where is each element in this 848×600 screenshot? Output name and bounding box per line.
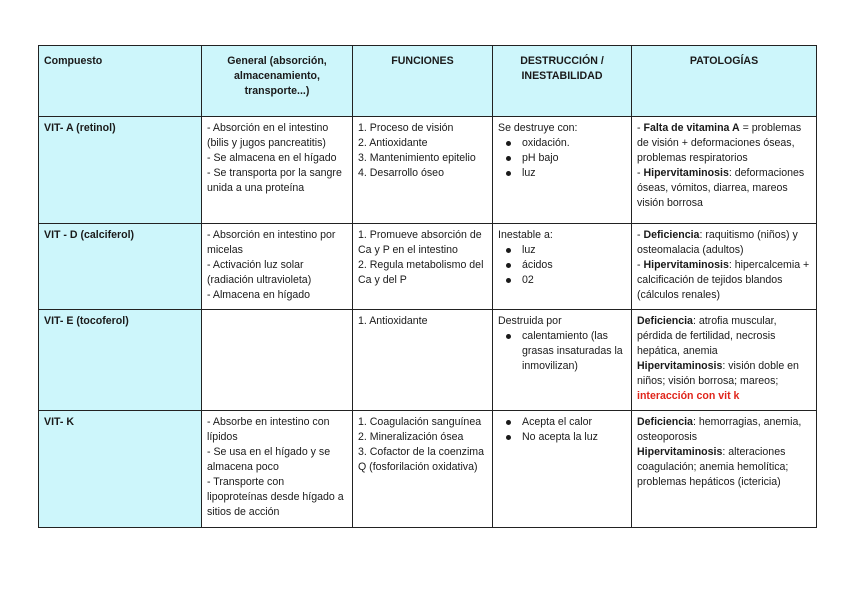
destruction-item: pH bajo — [522, 151, 626, 166]
pathology-label: Hipervitaminosis — [643, 167, 729, 179]
general-line: - Absorbe en intestino con lípidos — [207, 416, 330, 443]
pathology-entry — [637, 415, 811, 445]
destruction-item: Acepta el calor — [522, 415, 626, 430]
function-line: 1. Coagulación sanguínea — [358, 416, 482, 428]
pathology-label: Deficiencia — [637, 416, 693, 428]
general-line: - Activación luz solar (radiación ultravioleta) — [207, 259, 312, 286]
function-line: 2. Antioxidante — [358, 137, 428, 149]
general-line: - Absorción en el intestino (bilis y jugos pancreatitis) — [207, 122, 329, 149]
destruction-list — [498, 243, 626, 288]
pathologies-cell — [632, 310, 817, 411]
table-row — [39, 224, 817, 310]
function-line: 1. Proceso de visión — [358, 122, 454, 134]
destruction-list — [498, 415, 626, 445]
function-line: 3. Cofactor de la coenzima Q (fosforilación oxidativa) — [358, 446, 485, 473]
pathology-label: Hipervitaminosis — [637, 446, 723, 458]
destruction-list — [498, 329, 626, 374]
table-row — [39, 411, 817, 528]
pathology-label: Hipervitaminosis — [643, 259, 729, 271]
pathologies-cell — [632, 411, 817, 528]
destruction-intro: Se destruye con: — [498, 122, 578, 134]
compound-cell: VIT- E (tocoferol) — [39, 310, 202, 411]
pathology-text: : raquitismo (niños) y osteomalacia (adultos) — [637, 229, 798, 256]
compound-cell: VIT - D (calciferol) — [39, 224, 202, 310]
general-cell — [202, 224, 353, 310]
functions-cell — [353, 117, 493, 224]
compound-cell: VIT- A (retinol) — [39, 117, 202, 224]
destruction-item: No acepta la luz — [522, 430, 626, 445]
pathology-text: : visión doble en niños; visión borrosa; mareos; — [637, 360, 799, 387]
function-line: 4. Desarrollo óseo — [358, 167, 444, 179]
table-row — [39, 117, 817, 224]
pathology-prefix: - — [637, 167, 644, 179]
pathology-entry — [637, 359, 811, 389]
function-line: 1. Promueve absorción de Ca y P en el intestino — [358, 229, 482, 256]
destruction-cell — [493, 224, 632, 310]
destruction-item: luz — [522, 166, 626, 181]
general-cell — [202, 411, 353, 528]
destruction-cell — [493, 411, 632, 528]
pathologies-cell — [632, 117, 817, 224]
pathology-entry — [637, 314, 811, 359]
header-patologias: PATOLOGÍAS — [632, 46, 817, 117]
header-funciones: FUNCIONES — [353, 46, 493, 117]
table-header — [39, 46, 817, 117]
pathology-entry — [637, 166, 811, 211]
function-line: 2. Regula metabolismo del Ca y del P — [358, 259, 484, 286]
general-line: - Transporte con lipoproteínas desde hígado a sitios de acción — [207, 476, 344, 518]
pathology-prefix: - — [637, 229, 644, 241]
pathology-label: Hipervitaminosis — [637, 360, 723, 372]
pathology-entry — [637, 445, 811, 490]
destruction-item: calentamiento (las grasas insaturadas la inmovilizan) — [522, 329, 626, 374]
destruction-cell — [493, 117, 632, 224]
header-destruccion: DESTRUCCIÓN / INESTABILIDAD — [493, 46, 632, 117]
pathology-text: = problemas de visión + deformaciones óseas, problemas respiratorios — [637, 122, 802, 164]
functions-cell — [353, 411, 493, 528]
destruction-list — [498, 136, 626, 181]
header-general: General (absorción, almacenamiento, transporte...) — [202, 46, 353, 117]
pathology-note: interacción con vit k — [637, 390, 740, 402]
compound-cell: VIT- K — [39, 411, 202, 528]
destruction-cell — [493, 310, 632, 411]
pathology-text: : hipercalcemia + calcificación de tejidos blandos (cálculos renales) — [637, 259, 810, 301]
pathology-text: : deformaciones óseas, vómitos, diarrea, mareos visión borrosa — [637, 167, 805, 209]
pathology-entry — [637, 258, 811, 303]
pathology-prefix: - — [637, 259, 644, 271]
pathology-text: : hemorragias, anemia, osteoporosis — [637, 416, 802, 443]
destruction-intro: Inestable a: — [498, 229, 553, 241]
functions-cell — [353, 310, 493, 411]
header-compuesto: Compuesto — [39, 46, 202, 117]
general-line: - Se transporta por la sangre unida a una proteína — [207, 167, 342, 194]
general-cell — [202, 310, 353, 411]
destruction-item: oxidación. — [522, 136, 626, 151]
vitamin-table — [38, 45, 817, 528]
destruction-item: 02 — [522, 273, 626, 288]
function-line: 1. Antioxidante — [358, 315, 428, 327]
destruction-item: ácidos — [522, 258, 626, 273]
pathology-label: Deficiencia — [643, 229, 700, 241]
pathology-entry — [637, 228, 811, 258]
pathology-label: Deficiencia — [637, 315, 693, 327]
general-line: - Se almacena en el hígado — [207, 152, 337, 164]
general-cell — [202, 117, 353, 224]
pathologies-cell — [632, 224, 817, 310]
general-line: - Se usa en el hígado y se almacena poco — [207, 446, 331, 473]
pathology-entry — [637, 121, 811, 166]
function-line: 3. Mantenimiento epitelio — [358, 152, 476, 164]
pathology-text: : atrofia muscular, pérdida de fertilidad, necrosis hepática, anemia — [637, 315, 777, 357]
pathology-text: : alteraciones coagulación; anemia hemolítica; problemas hepáticos (ictericia) — [637, 446, 789, 488]
destruction-item: luz — [522, 243, 626, 258]
pathology-label: Falta de vitamina A — [643, 122, 740, 134]
functions-cell — [353, 224, 493, 310]
general-line: - Almacena en hígado — [207, 289, 311, 301]
function-line: 2. Mineralización ósea — [358, 431, 464, 443]
destruction-intro: Destruida por — [498, 315, 562, 327]
general-line: - Absorción en intestino por micelas — [207, 229, 336, 256]
pathology-prefix: - — [637, 122, 644, 134]
table-row — [39, 310, 817, 411]
